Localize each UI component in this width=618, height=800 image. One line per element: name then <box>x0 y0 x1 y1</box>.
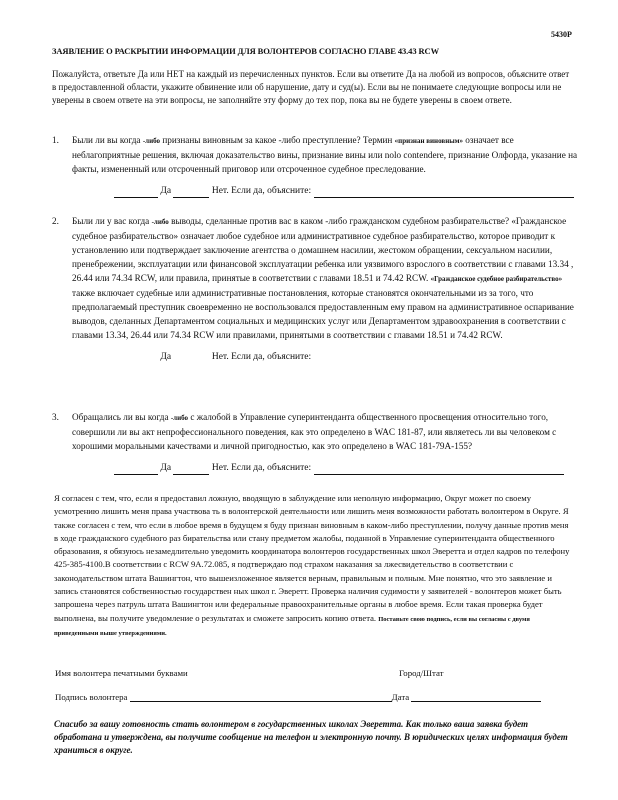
volunteer-name-label: Имя волонтера печатными буквами <box>55 668 188 678</box>
term-label: «признан виновным» <box>394 137 463 145</box>
question-number: 1. <box>52 135 59 145</box>
question-number: 2. <box>52 216 59 226</box>
no-blank[interactable] <box>173 186 209 198</box>
yes-label: Да <box>160 463 172 473</box>
question-text-small: -либо <box>151 218 169 226</box>
yes-blank[interactable] <box>114 463 158 475</box>
yes-label: Да <box>160 352 172 362</box>
answer-row <box>114 461 578 475</box>
no-explain-label: Нет. Если да, объясните: <box>211 463 312 473</box>
answer-row <box>114 350 578 364</box>
question-text: Были ли вы когда <box>72 135 141 145</box>
question-text: Обращались ли вы когда <box>72 412 169 422</box>
question-number: 3. <box>52 412 59 422</box>
question-text: выводы, сделанные против вас в каком -либо гражданском судебном разбирательстве? «Гражданское судебное разбирательство» означает любое судебное или административное судебное разбирательство, которое приводит к установлению или подтверждает заключение агентства о домашнем насилии, жестоком обращении, сексуальном насилии, пренебрежении, эксплуатации или финансовой эксплуатации ребенка или уязвимого взрослого в соответствии с главами 13.34 , 26.44 или 74.34 RCW, или правила, принятые в соответствии с главами 18.51 и 74.42 RCW. <box>72 216 574 283</box>
name-city-row <box>55 668 444 678</box>
explain-line[interactable] <box>314 463 564 475</box>
question-text: также включает судебные или административные постановления, которые становятся окончательными из за того, что предполагаемый преступник своевременно не воспользовался предоставленным ему правом на административное оспаривание выводов, сделанных Департаментом социальных и медицинских услуг или Департаментом здравоохранения в соответствии с главами 13.34, 26.44 или 74.34 RCW или правилами, принятыми в соответствии с главами 18.51 и 74.42 RCW. <box>72 288 574 340</box>
term-label: «Гражданское судебное разбирательство» <box>430 275 563 283</box>
yes-blank[interactable] <box>114 186 158 198</box>
question-text: признаны виновным за какое -либо преступление? Термин <box>162 135 393 145</box>
page-title: ЗАЯВЛЕНИЕ О РАСКРЫТИИ ИНФОРМАЦИИ ДЛЯ ВОЛОНТЕРОВ СОГЛАСНО ГЛАВЕ 43.43 RCW <box>52 46 439 56</box>
intro-text: Пожалуйста, ответьте Да или НЕТ на каждый из перечисленных пунктов. Если вы ответите Да на любой из вопросов, объясните ответ в предоставленной области, укажите обвинение или об нарушение, дату и суд(ы). Если вы не понимаете следующие вопросы или не уверены в своем ответе на эти вопросы, не заполняйте эту форму до тех пор, пока вы не будете уверены в своем ответе. <box>52 69 570 105</box>
no-blank[interactable] <box>173 352 209 364</box>
question-text: с жалобой в Управление суперинтенданта общественного просвещения относительно того, совершили ли вы акт непрофессионального поведения, как это определено в WAC 181-87, или являетесь ли вы человеком с хорошими моральными качествами и личной пригодностью, как это определено в WAC 181-79A-155? <box>72 412 557 451</box>
question-text: Были ли у вас когда <box>72 216 150 226</box>
no-explain-label: Нет. Если да, объясните: <box>211 352 312 362</box>
closing-note: Спасибо за вашу готовность стать волонтером в государственных школах Эверетта. Как только ваша заявка будет обработана и утверждена, вы получите сообщение на телефон и электронную почту. В юридических целях информация будет храниться в округе. <box>54 719 568 755</box>
signature-row <box>55 691 541 702</box>
signature-label: Подпись волонтера <box>55 692 128 702</box>
city-state-label: Город/Штат <box>399 668 444 678</box>
consent-instruction: Поставьте свою подпись, если вы согласны с двумя приведенными выше утверждениями. <box>54 615 530 637</box>
question-1 <box>52 133 578 198</box>
yes-label: Да <box>160 186 172 196</box>
date-label: Дата <box>391 692 410 702</box>
question-3 <box>52 410 578 475</box>
explain-line[interactable] <box>314 186 574 198</box>
answer-row <box>114 184 578 198</box>
signature-line[interactable] <box>130 691 392 702</box>
date-line[interactable] <box>411 691 541 702</box>
no-blank[interactable] <box>173 463 209 475</box>
yes-blank[interactable] <box>114 352 158 364</box>
no-explain-label: Нет. Если да, объясните: <box>211 186 312 196</box>
consent-statement <box>54 492 574 640</box>
question-text: означает все неблагоприятные решения, включая доказательство вины, признание вины или nolo contendere, признание Олфорда, указание на факты, измененный или отсроченный приговор или отсроченное судебное преследование. <box>72 135 578 174</box>
question-text-small: -либо <box>170 414 189 422</box>
question-2 <box>52 214 578 364</box>
form-code: 5430P <box>551 30 572 39</box>
question-text-small: -либо <box>142 137 161 145</box>
consent-text: Я согласен с тем, что, если я предоставил ложную, вводящую в заблуждение или неполную информацию, Округ может по своему усмотрению лишить меня права участвова ть в волонтерской деятельности или лишить меня возможности работать волонтером в Округе. Я также согласен с тем, что если в любое время в будущем я буду признан виновным в каком-либо преступлении, получу данные против меня в ходе гражданского судебного раз бирательства или стану предметом жалобы, поданной в Управление суперинтенданта общественного образования, я обязуюсь незамедлительно уведомить координатора волонтеров государственных школ Эверетта и отдел кадров по телефону 425-385-4100.В соответствии с RCW 9A.72.085, я подтверждаю под страхом наказания за лжесвидетельство в соответствии с законодательством штата Вашингтон, что вышеизложенное является верным, правильным и полным. Мне понятно, что это заявление и запись становятся собственностью государствен ных школ г. Эверетт. Проверка наличия судимости у заявителей - волонтеров может быть запрошена через патруль штата Вашингтон или федеральные правоохранительные органы в любое время. Если такая проверка будет выполнена, вы получите уведомление о результатах и сможете запросить копию ответа. <box>54 493 570 623</box>
